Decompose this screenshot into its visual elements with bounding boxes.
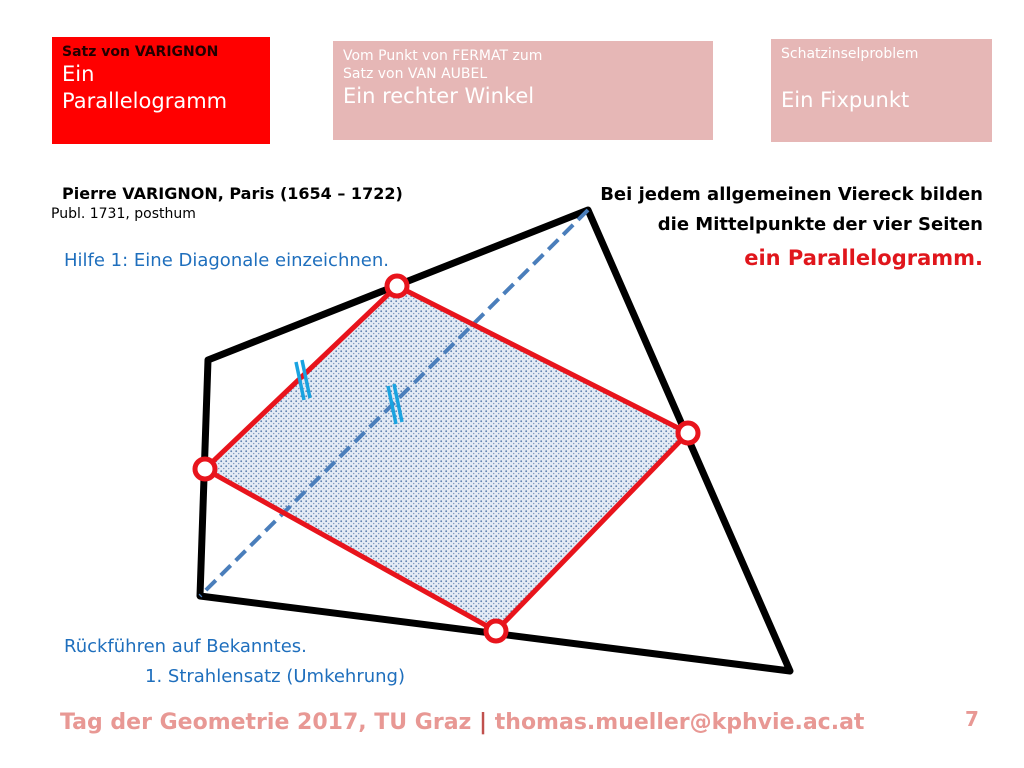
statement-line2: die Mittelpunkte der vier Seiten [657, 214, 983, 235]
tab-subtitle-line2: Satz von VAN AUBEL [343, 66, 488, 82]
tab-subtitle-line1: Vom Punkt von FERMAT zum [343, 48, 543, 64]
footer-email[interactable]: thomas.mueller@kphvie.ac.at [494, 710, 865, 735]
statement-line3: ein Parallelogramm. [744, 246, 983, 270]
footer-separator: | [479, 710, 488, 735]
statement-line1: Bei jedem allgemeinen Viereck bilden [600, 184, 983, 205]
reduction-line1: Rückführen auf Bekanntes. [64, 636, 307, 657]
reduction-line2: 1. Strahlensatz (Umkehrung) [145, 666, 405, 687]
midpoint-right [678, 423, 698, 443]
footer-event: Tag der Geometrie 2017, TU Graz [60, 710, 472, 735]
footer [60, 710, 864, 735]
tab-subtitle: Schatzinselproblem [781, 46, 919, 62]
midpoint-top [387, 276, 407, 296]
tab-title: Ein Fixpunkt [781, 88, 910, 112]
parallelogram-fill [205, 286, 688, 631]
hint-text: Hilfe 1: Eine Diagonale einzeichnen. [64, 250, 389, 271]
publication-note: Publ. 1731, posthum [51, 206, 196, 222]
midpoint-bottom [486, 621, 506, 641]
tab-subtitle: Satz von VARIGNON [62, 44, 219, 60]
page-number: 7 [965, 707, 979, 731]
author-line: Pierre VARIGNON, Paris (1654 – 1722) [62, 184, 403, 203]
tab-title: Ein rechter Winkel [343, 84, 535, 108]
midpoint-left [195, 459, 215, 479]
tab-title: Ein Parallelogramm [62, 62, 228, 113]
